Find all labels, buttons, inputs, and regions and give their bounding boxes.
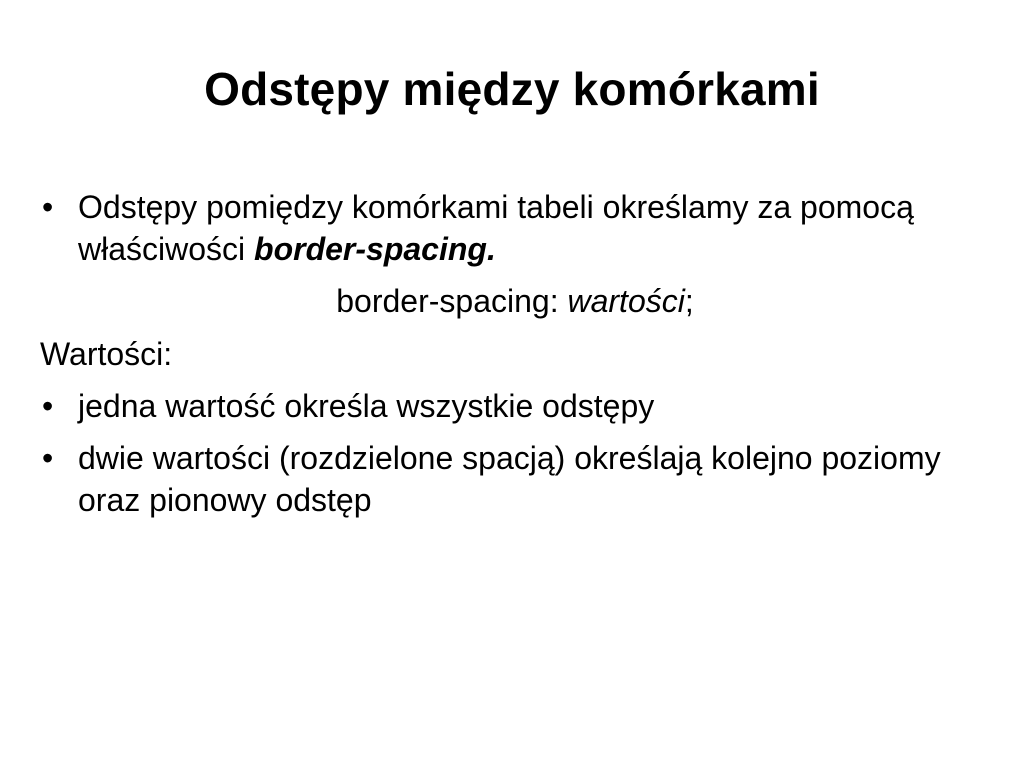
bullet-text: Odstępy pomiędzy komórkami tabeli określamy za pomocą właściwości xyxy=(78,189,914,268)
slide-title: Odstępy między komórkami xyxy=(204,63,820,115)
bullet-item xyxy=(40,385,990,427)
syntax-value: wartości xyxy=(567,283,685,320)
bullet-item xyxy=(40,186,990,270)
bullet-icon: • xyxy=(42,440,54,477)
bullet-icon: • xyxy=(42,189,54,225)
syntax-suffix: ; xyxy=(684,283,694,320)
slide-body xyxy=(40,186,990,532)
syntax-line xyxy=(40,280,990,322)
bullet-icon: • xyxy=(42,387,54,424)
bullet-text: dwie wartości (rozdzielone spacją) określają kolejno poziomy oraz pionowy odstęp xyxy=(78,440,941,519)
bullet-item xyxy=(40,437,990,521)
syntax-prefix: border-spacing: xyxy=(336,283,568,320)
bullet-text: jedna wartość określa wszystkie odstępy xyxy=(78,387,655,424)
property-name-emphasis: border-spacing. xyxy=(254,231,496,268)
values-label: Wartości: xyxy=(40,335,173,372)
